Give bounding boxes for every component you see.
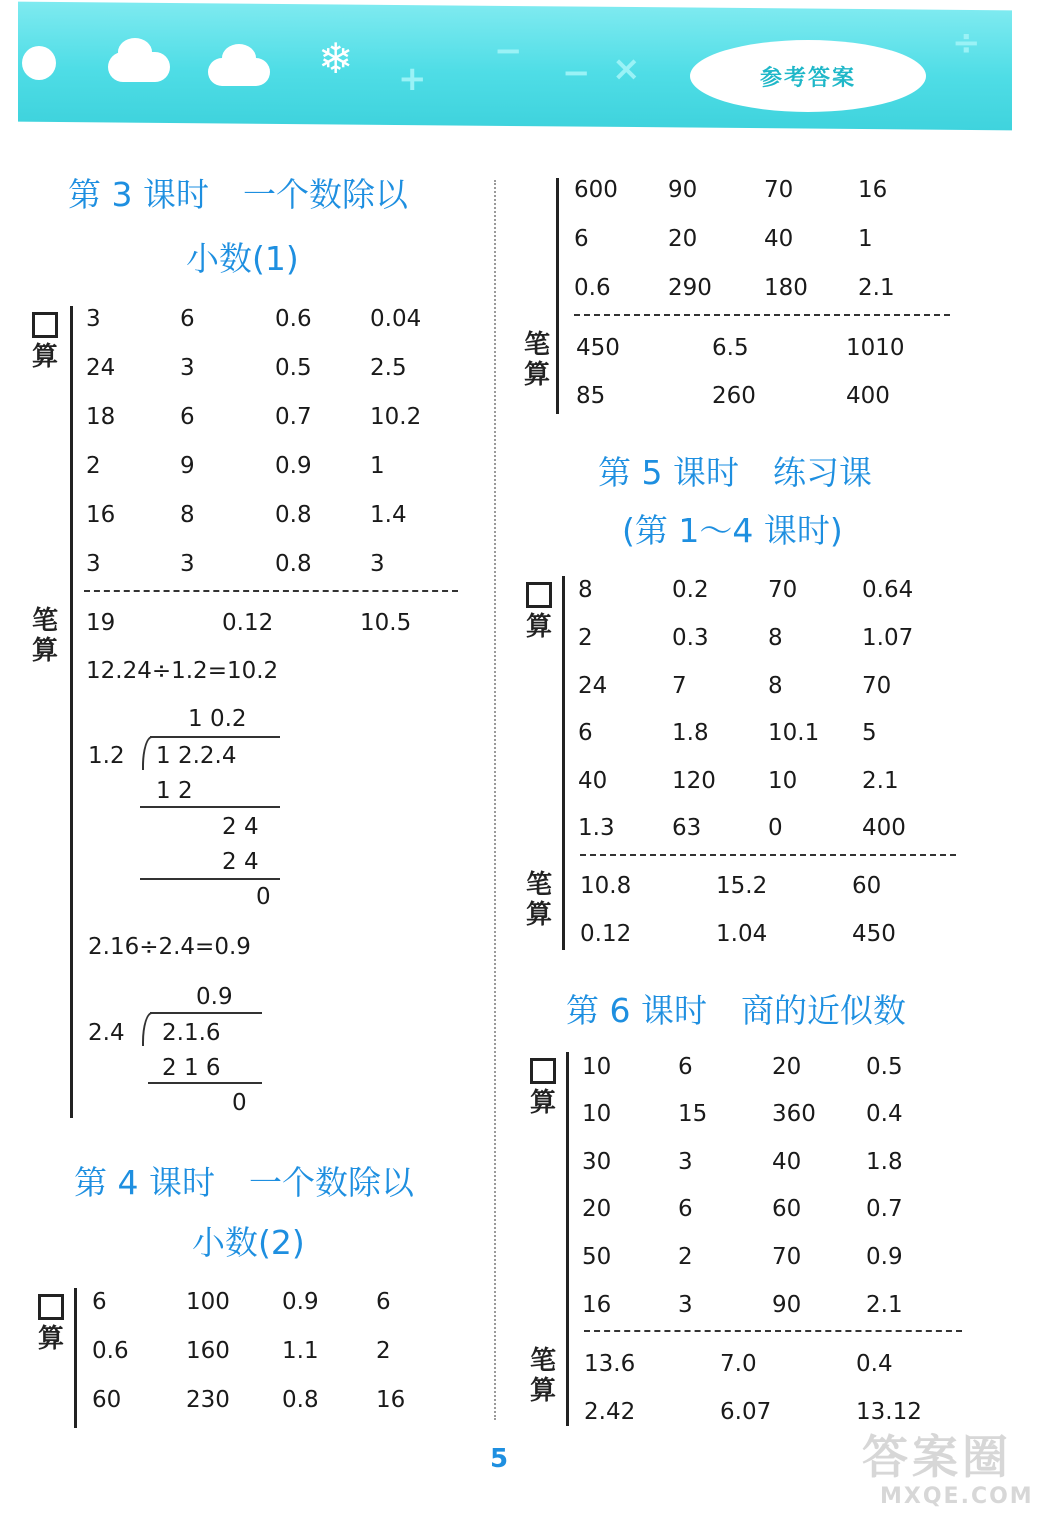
quotient: 0.9 bbox=[196, 984, 233, 1010]
cell: 10.1 bbox=[768, 720, 820, 746]
minus-icon: − bbox=[562, 53, 591, 93]
cell: 2 bbox=[376, 1338, 391, 1364]
dividend: 1 2.2.4 bbox=[156, 743, 237, 769]
mouth-box-icon bbox=[38, 1294, 64, 1320]
written-answer: 6.5 bbox=[712, 335, 749, 361]
written-label-2: 算 bbox=[525, 900, 552, 930]
remainder: 2 4 bbox=[222, 814, 259, 840]
rain-cloud-icon bbox=[222, 44, 256, 72]
oral-label-text: 算 bbox=[525, 612, 552, 642]
cell: 600 bbox=[574, 177, 618, 203]
cell: 0.8 bbox=[275, 551, 312, 577]
section4-title bbox=[74, 1163, 414, 1202]
remainder: 0 bbox=[256, 884, 271, 910]
section4-subtitle: 小数(2) bbox=[192, 1223, 305, 1262]
times-icon: × bbox=[612, 49, 641, 89]
cell: 15 bbox=[678, 1101, 708, 1127]
cell: 10 bbox=[582, 1101, 612, 1127]
section-separator bbox=[584, 1330, 962, 1332]
written-answer: 0.12 bbox=[222, 610, 274, 636]
cell: 70 bbox=[862, 673, 892, 699]
written-label bbox=[528, 1346, 558, 1406]
cell: 6 bbox=[678, 1196, 693, 1222]
cell: 1.3 bbox=[578, 815, 615, 841]
cell: 20 bbox=[582, 1196, 612, 1222]
written-label-2: 算 bbox=[31, 636, 58, 666]
division-bar bbox=[150, 1012, 262, 1014]
cell: 1.07 bbox=[862, 625, 914, 651]
written-label bbox=[30, 606, 60, 666]
section3-title-b: 一个数除以 bbox=[242, 175, 408, 214]
cell: 1 bbox=[858, 226, 873, 252]
division-line bbox=[140, 806, 280, 808]
written-answer: 260 bbox=[712, 383, 756, 409]
cell: 6 bbox=[678, 1054, 693, 1080]
mouth-box-icon bbox=[530, 1058, 556, 1084]
oral-label-text: 算 bbox=[31, 342, 58, 372]
cell: 20 bbox=[668, 226, 698, 252]
cell: 70 bbox=[764, 177, 794, 203]
cell: 0.3 bbox=[672, 625, 709, 651]
oral-label bbox=[36, 1294, 66, 1354]
cell: 0.2 bbox=[672, 577, 709, 603]
watermark-logo-text: 答案圈 bbox=[862, 1430, 1012, 1484]
cell: 16 bbox=[582, 1292, 612, 1318]
cell: 2.1 bbox=[862, 768, 899, 794]
cell: 24 bbox=[86, 355, 116, 381]
cell: 6 bbox=[376, 1289, 391, 1315]
snowflake-icon: ❄ bbox=[318, 34, 354, 83]
cell: 60 bbox=[92, 1387, 122, 1413]
cloud-icon bbox=[118, 38, 152, 66]
section3-subtitle: 小数(1) bbox=[186, 239, 299, 278]
cell: 70 bbox=[772, 1244, 802, 1270]
written-label bbox=[522, 330, 552, 390]
section-separator bbox=[580, 854, 956, 856]
cell: 120 bbox=[672, 768, 716, 794]
written-answer: 10.5 bbox=[360, 610, 412, 636]
written-answer: 0.4 bbox=[856, 1351, 893, 1377]
written-answer: 7.0 bbox=[720, 1351, 757, 1377]
written-answer: 1010 bbox=[846, 335, 905, 361]
cell: 16 bbox=[376, 1387, 406, 1413]
cell: 8 bbox=[180, 502, 195, 528]
cell: 40 bbox=[578, 768, 608, 794]
oral-label-text: 算 bbox=[37, 1324, 64, 1354]
written-answer: 450 bbox=[852, 921, 896, 947]
written-label-1: 笔 bbox=[523, 330, 550, 360]
section4-title-b: 一个数除以 bbox=[248, 1163, 414, 1202]
section3-title-a: 第 3 课时 bbox=[68, 175, 209, 214]
cell: 6 bbox=[578, 720, 593, 746]
cell: 230 bbox=[186, 1387, 230, 1413]
cell: 0.7 bbox=[275, 404, 312, 430]
cell: 10.2 bbox=[370, 404, 422, 430]
cell: 50 bbox=[582, 1244, 612, 1270]
mouth-box-icon bbox=[32, 312, 58, 338]
cell: 5 bbox=[862, 720, 877, 746]
cell: 10 bbox=[582, 1054, 612, 1080]
divide-icon: ÷ bbox=[952, 23, 981, 63]
dividend: 2.1.6 bbox=[162, 1020, 221, 1046]
section6-title bbox=[566, 991, 906, 1030]
cell: 0.5 bbox=[275, 355, 312, 381]
division-bracket bbox=[142, 1012, 154, 1046]
cell: 0 bbox=[768, 815, 783, 841]
section-separator bbox=[84, 590, 458, 592]
answer-badge: 参考答案 bbox=[690, 40, 926, 112]
sun-icon bbox=[22, 46, 56, 80]
cell: 3 bbox=[86, 551, 101, 577]
cell: 0.8 bbox=[282, 1387, 319, 1413]
section-separator bbox=[574, 314, 950, 316]
division-line bbox=[140, 878, 280, 880]
written-label-2: 算 bbox=[529, 1376, 556, 1406]
cell: 3 bbox=[180, 551, 195, 577]
cell: 10 bbox=[768, 768, 798, 794]
cell: 1 bbox=[370, 453, 385, 479]
cell: 400 bbox=[862, 815, 906, 841]
cell: 0.6 bbox=[92, 1338, 129, 1364]
cell: 2.1 bbox=[866, 1292, 903, 1318]
divisor: 1.2 bbox=[88, 743, 125, 769]
written-answer: 15.2 bbox=[716, 873, 768, 899]
cell: 1.8 bbox=[866, 1149, 903, 1175]
cell: 24 bbox=[578, 673, 608, 699]
written-answer: 19 bbox=[86, 610, 116, 636]
cell: 0.6 bbox=[574, 275, 611, 301]
cell: 100 bbox=[186, 1289, 230, 1315]
cell: 1.8 bbox=[672, 720, 709, 746]
cell: 8 bbox=[578, 577, 593, 603]
oral-label bbox=[528, 1058, 558, 1118]
section4-cont-rule bbox=[556, 178, 559, 414]
written-label-1: 笔 bbox=[31, 606, 58, 636]
cell: 9 bbox=[180, 453, 195, 479]
written-answer: 2.42 bbox=[584, 1399, 636, 1425]
watermark-url: MXQE.COM bbox=[880, 1484, 1034, 1509]
cell: 0.7 bbox=[866, 1196, 903, 1222]
section3-rule bbox=[70, 306, 73, 1118]
cell: 6 bbox=[574, 226, 589, 252]
written-answer: 85 bbox=[576, 383, 606, 409]
written-answer: 13.6 bbox=[584, 1351, 636, 1377]
section3-title bbox=[68, 175, 408, 214]
mouth-box-icon bbox=[526, 582, 552, 608]
column-divider bbox=[494, 180, 496, 1420]
written-label-1: 笔 bbox=[525, 870, 552, 900]
minus-icon: − bbox=[494, 31, 523, 71]
subtrahend: 1 2 bbox=[156, 778, 193, 804]
subtrahend: 2 1 6 bbox=[162, 1055, 221, 1081]
cell: 0.8 bbox=[275, 502, 312, 528]
cell: 6 bbox=[180, 404, 195, 430]
cell: 2 bbox=[86, 453, 101, 479]
cell: 0.64 bbox=[862, 577, 914, 603]
cell: 3 bbox=[370, 551, 385, 577]
cell: 90 bbox=[668, 177, 698, 203]
cell: 20 bbox=[772, 1054, 802, 1080]
oral-label bbox=[524, 582, 554, 642]
section6-title-b: 商的近似数 bbox=[740, 991, 906, 1030]
plus-icon: + bbox=[398, 59, 427, 99]
section4-rule bbox=[74, 1288, 77, 1428]
cell: 16 bbox=[858, 177, 888, 203]
cell: 0.4 bbox=[866, 1101, 903, 1127]
written-answer: 400 bbox=[846, 383, 890, 409]
cell: 0.9 bbox=[866, 1244, 903, 1270]
written-label bbox=[524, 870, 554, 930]
written-label-1: 笔 bbox=[529, 1346, 556, 1376]
division-bar bbox=[150, 736, 280, 738]
section5-rule bbox=[562, 576, 565, 950]
cell: 6 bbox=[92, 1289, 107, 1315]
cell: 360 bbox=[772, 1101, 816, 1127]
cell: 2 bbox=[578, 625, 593, 651]
cell: 2.5 bbox=[370, 355, 407, 381]
remainder: 0 bbox=[232, 1090, 247, 1116]
cell: 180 bbox=[764, 275, 808, 301]
written-answer: 0.12 bbox=[580, 921, 632, 947]
cell: 6 bbox=[180, 306, 195, 332]
cell: 0.04 bbox=[370, 306, 422, 332]
watermark-logo bbox=[862, 1432, 1032, 1532]
cell: 1.4 bbox=[370, 502, 407, 528]
written-answer: 60 bbox=[852, 873, 882, 899]
cell: 1.1 bbox=[282, 1338, 319, 1364]
cell: 60 bbox=[772, 1196, 802, 1222]
subtrahend: 2 4 bbox=[222, 849, 259, 875]
cell: 0.5 bbox=[866, 1054, 903, 1080]
cell: 63 bbox=[672, 815, 702, 841]
written-answer: 13.12 bbox=[856, 1399, 922, 1425]
cell: 7 bbox=[672, 673, 687, 699]
cell: 8 bbox=[768, 673, 783, 699]
written-answer: 450 bbox=[576, 335, 620, 361]
cell: 0.9 bbox=[275, 453, 312, 479]
cell: 2.1 bbox=[858, 275, 895, 301]
section5-title-a: 第 5 课时 bbox=[598, 453, 739, 492]
cell: 8 bbox=[768, 625, 783, 651]
division-line bbox=[148, 1082, 262, 1084]
oral-label bbox=[30, 312, 60, 372]
cell: 40 bbox=[772, 1149, 802, 1175]
written-answer: 10.8 bbox=[580, 873, 632, 899]
cell: 18 bbox=[86, 404, 116, 430]
cell: 0.9 bbox=[282, 1289, 319, 1315]
section6-title-a: 第 6 课时 bbox=[566, 991, 707, 1030]
cell: 0.6 bbox=[275, 306, 312, 332]
cell: 40 bbox=[764, 226, 794, 252]
section5-title-b: 练习课 bbox=[772, 453, 872, 492]
equation: 12.24÷1.2=10.2 bbox=[86, 658, 279, 684]
written-answer: 1.04 bbox=[716, 921, 768, 947]
equation: 2.16÷2.4=0.9 bbox=[88, 934, 251, 960]
written-label-2: 算 bbox=[523, 360, 550, 390]
cell: 90 bbox=[772, 1292, 802, 1318]
divisor: 2.4 bbox=[88, 1020, 125, 1046]
section6-rule bbox=[566, 1052, 569, 1426]
cell: 3 bbox=[180, 355, 195, 381]
page-number: 5 bbox=[490, 1444, 509, 1474]
cell: 160 bbox=[186, 1338, 230, 1364]
section4-title-a: 第 4 课时 bbox=[74, 1163, 215, 1202]
cell: 70 bbox=[768, 577, 798, 603]
division-bracket bbox=[142, 736, 154, 770]
cell: 290 bbox=[668, 275, 712, 301]
cell: 2 bbox=[678, 1244, 693, 1270]
section5-title bbox=[598, 453, 872, 492]
oral-label-text: 算 bbox=[529, 1088, 556, 1118]
section5-subtitle: (第 1～4 课时) bbox=[622, 511, 843, 550]
quotient: 1 0.2 bbox=[188, 706, 247, 732]
cell: 3 bbox=[678, 1292, 693, 1318]
cell: 3 bbox=[86, 306, 101, 332]
cell: 16 bbox=[86, 502, 116, 528]
cell: 30 bbox=[582, 1149, 612, 1175]
written-answer: 6.07 bbox=[720, 1399, 772, 1425]
cell: 3 bbox=[678, 1149, 693, 1175]
